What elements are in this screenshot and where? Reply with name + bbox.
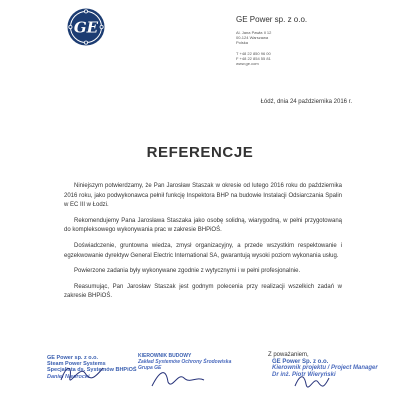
letterhead-contact: [236, 51, 271, 66]
stamp-line: Steam Power Systems: [47, 361, 106, 368]
date-line: Łódź, dnia 24 października 2016 r.: [260, 99, 352, 105]
stamp-name: Dr inż. Piotr Wieryński: [272, 371, 336, 378]
letterhead-address: [236, 30, 271, 45]
address-line: Al. Jana Pawła II 12: [236, 30, 272, 35]
address-line: Polska: [236, 40, 249, 45]
stamp-line: Specjalista ds. Systemów BHPiOŚ: [47, 367, 137, 374]
logo-text: GE: [73, 18, 99, 37]
closing-line: Z poważaniem,: [268, 352, 309, 358]
paragraph: Reasumując, Pan Jarosław Staszak jest godnym polecenia przy realizacji wszelkich zadań w zakresie BHPiOŚ.: [64, 283, 342, 300]
stamp-line: Kierownik projektu / Project Manager: [272, 365, 378, 372]
paragraph: Niniejszym potwierdzamy, że Pan Jarosław Staszak w okresie od lutego 2016 roku do października 2016 roku, jako podwykonawca pełnił funkcję Inspektora BHP na budowie Instalacji Odsiarczania Spalin w EC III w Łodzi.: [64, 183, 342, 209]
website-link[interactable]: www.ge.com: [236, 61, 259, 66]
signature-right-icon: [292, 370, 332, 392]
signature-left-icon: [58, 362, 106, 384]
paragraph: Rekomendujemy Pana Jarosława Staszaka jako osobę solidną, wiarygodną, w pełni przygotowaną do kompleksowego wykonywania prac w zakresie BHPiOŚ.: [64, 217, 342, 234]
fax-line: F +48 22 854 55 81: [236, 56, 271, 61]
signature-middle-icon: [148, 366, 208, 392]
stamp-line: GE Power Sp. z o.o.: [272, 359, 329, 365]
page-title: REFERENCJE: [146, 144, 254, 161]
ge-logo-icon: [67, 8, 105, 46]
address-line: 00-124 Warszawa: [236, 35, 269, 40]
stamp-line: KIEROWNIK BUDOWY: [138, 353, 192, 359]
stamp-line: GE Power sp. z o.o.: [47, 355, 99, 361]
stamp-name: Daniel Nawrocki: [47, 373, 90, 380]
paragraph: Powierzone zadania były wykonywane zgodnie z wytycznymi i w pełni profesjonalnie.: [74, 268, 301, 275]
stamp-line: Zakład Systemów Ochrony Środowiska: [138, 359, 232, 365]
letter-body: [64, 182, 342, 308]
letterhead-company: GE Power sp. z o.o.: [236, 15, 308, 24]
stamp-line: Grupa GE: [138, 365, 162, 371]
phone-line: T +48 22 850 96 00: [236, 51, 271, 56]
paragraph: Doświadczenie, gruntowna wiedza, zmysł organizacyjny, a przede wszystkim respektowanie i egzekwowanie dyrektyw General Electric International SA, gwarantują wysoki poziom wykonania usług.: [64, 242, 342, 259]
